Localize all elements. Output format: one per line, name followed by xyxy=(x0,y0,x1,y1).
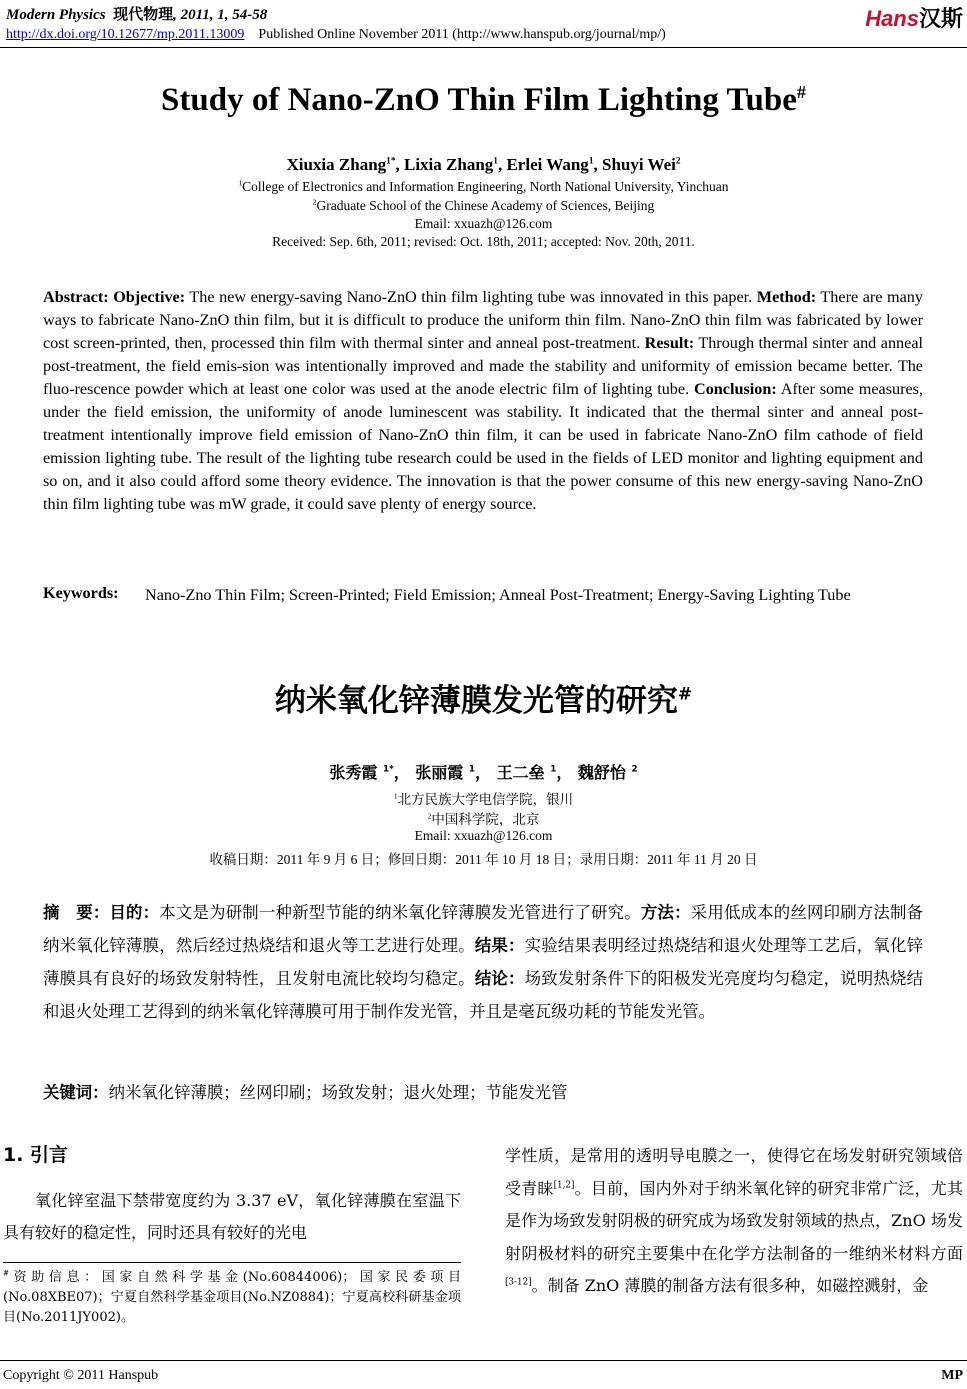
cn-author-sup: 2 xyxy=(631,764,638,775)
journal-name xyxy=(6,3,267,24)
cn-conclusion-text: 场致发射条件下的阳极发光亮度均匀稳定，说明热烧结和退火处理工艺得到的纳米氧化锌薄膜可用于制作发光管，并且是毫瓦级功耗的节能发光管。 xyxy=(43,969,924,1021)
cn-aff-sup: 1 xyxy=(393,791,398,801)
section-heading-introduction: 1. 引言 xyxy=(3,1144,69,1166)
abstract xyxy=(43,286,923,516)
journal-title: Modern Physics xyxy=(6,7,106,23)
author-name: Lixia Zhang xyxy=(404,155,494,174)
doi-link[interactable]: http://dx.doi.org/10.12677/mp.2011.13009 xyxy=(6,27,245,42)
title-mark: # xyxy=(796,82,806,102)
objective-label: Objective: xyxy=(113,288,186,306)
journal-abbr: MP xyxy=(941,1368,963,1383)
method-label: Method: xyxy=(756,288,817,306)
footnote-mark: # xyxy=(3,1268,9,1278)
copyright: Copyright © 2011 Hanspub xyxy=(3,1368,159,1383)
author-sup: 1 xyxy=(588,156,594,167)
aff-sup: 1 xyxy=(238,178,243,188)
cn-objective-text: 本文是为研制一种新型节能的纳米氧化锌薄膜发光管进行了研究。 xyxy=(159,903,641,922)
paper-title-text: Study of Nano-ZnO Thin Film Lighting Tube xyxy=(161,82,797,118)
cn-author-name: 张丽霞 xyxy=(415,763,464,782)
cn-result-text: 实验结果表明经过热烧结和退火处理等工艺后，氧化锌薄膜具有良好的场致发射特性，且发射电流比较均匀稳定。 xyxy=(43,936,924,988)
header-divider xyxy=(0,47,967,48)
cn-paper-title xyxy=(0,675,967,720)
cn-abstract xyxy=(43,896,923,1028)
doi-line xyxy=(6,27,666,43)
result-label: Result: xyxy=(644,334,695,352)
aff-sup: 2 xyxy=(312,197,317,207)
cn-result-label: 结果： xyxy=(474,936,525,955)
affiliation-1 xyxy=(0,179,967,195)
author-sup: 2 xyxy=(675,156,681,167)
hans-logo xyxy=(865,2,963,33)
author-list: Xiuxia Zhang$^{1*}$, Lixia Zhang$^1$, Erlei Wang$^1$, Shuyi Wei$^2$ xyxy=(286,155,681,174)
affiliation-2 xyxy=(0,198,967,214)
intro-text: 。目前，国内外对于纳米氧化锌的研究非常广泛，尤其是作为场致发射阴极的研究成为场致发射领域的热点，ZnO 场发射阴极材料的研究主要集中在化学方法制备的一维纳米材料方面 xyxy=(505,1178,963,1263)
logo-brand: Hans xyxy=(865,6,919,31)
intro-text: 。制备 ZnO 薄膜的制备方法有很多种，如磁控溅射，金 xyxy=(531,1276,929,1295)
footnote-divider xyxy=(3,1262,461,1263)
cn-affiliation-2 xyxy=(0,808,967,828)
cn-keywords-text: 纳米氧化锌薄膜；丝网印刷；场致发射；退火处理；节能发光管 xyxy=(108,1083,568,1102)
citation: [1,2] xyxy=(553,1180,575,1191)
keywords-text: Nano-Zno Thin Film; Screen-Printed; Field Emission; Anneal Post-Treatment; Energy-Saving Lighting Tube xyxy=(145,586,851,604)
cn-author-sup: 1* xyxy=(382,764,394,775)
conclusion-text: After some measures, under the field emission, the uniformity of anode luminescent was stability. It indicated that the thermal sinter and anneal post-treatment intentionally improve field emission of Nano-ZnO thin film, it can be used in fabricate Nano-ZnO film cathode of field emission lighting tube. The result of the lighting tube research could be used in the fields of LED monitor and lighting equipment and so on, and it also could afford some theory evidence. The innovation is that the power consume of this new energy-saving Nano-ZnO thin film lighting tube was mW grade, it could save plenty of energy source. xyxy=(43,380,924,513)
cn-method-text: 采用低成本的丝网印刷方法制备纳米氧化锌薄膜，然后经过热烧结和退火等工艺进行处理。 xyxy=(43,903,924,955)
footnote-text: 资助信息：国家自然科学基金(No.60844006)；国家民委项目(No.08XBE07)；宁夏自然科学基金项目(No.NZ0884)；宁夏高校科研基金项目(No.2011JY002)。 xyxy=(3,1270,461,1325)
cn-abstract-label: 摘 要： xyxy=(43,903,110,922)
email: Email: xxuazh@126.com xyxy=(414,216,553,231)
citation: [3-12] xyxy=(505,1277,532,1288)
result-text: Through thermal sinter and anneal post-treatment, the field emis-sion was intentionally improved and made the stability and uniformity of emission became better. The fluo-rescence powder which at least one color was used at the anode electric film of lighting tube. xyxy=(43,334,923,398)
cn-received-dates: 收稿日期：2011 年 9 月 6 日；修回日期：2011 年 10 月 18 日；录用日期：2011 年 11 月 20 日 xyxy=(209,852,758,867)
objective-text: The new energy-saving Nano-ZnO thin film lighting tube was innovated in this paper. xyxy=(189,288,753,306)
author-name: Erlei Wang xyxy=(506,155,589,174)
journal-title-cn: 现代物理 xyxy=(113,7,174,23)
logo-cn: 汉斯 xyxy=(918,6,963,31)
cn-keywords xyxy=(43,1079,568,1103)
aff-text: College of Electronics and Information Engineering, North National University, Yinchuan xyxy=(242,179,729,194)
author-name: Xiuxia Zhang xyxy=(286,155,387,174)
cn-author-sup: 1 xyxy=(550,764,557,775)
cn-author-name: 魏舒怡 xyxy=(577,763,626,782)
intro-right-column xyxy=(505,1140,963,1303)
cn-author-list: 张秀霞 $^{1*}$， 张丽霞 $^1$， 王二垒 $^1$， 魏舒怡 $^2$ xyxy=(329,763,638,782)
abstract-label: Abstract: xyxy=(43,288,109,306)
aff-text: Graduate School of the Chinese Academy of Sciences, Beijing xyxy=(316,198,655,213)
cn-conclusion-label: 结论： xyxy=(474,969,525,988)
footer-divider xyxy=(0,1360,967,1361)
keywords-label: Keywords: xyxy=(43,584,119,602)
intro-text: 学性质，是常用的透明导电膜之一，使得它在场发射研究领域倍受青睐 xyxy=(505,1146,963,1198)
cn-aff-text: 中国科学院，北京 xyxy=(431,812,540,827)
conclusion-label: Conclusion: xyxy=(694,380,777,398)
author-sup: 1 xyxy=(493,156,498,167)
cn-email: Email: xxuazh@126.com xyxy=(414,828,553,843)
cn-title-mark: # xyxy=(677,684,693,705)
funding-footnote xyxy=(3,1268,461,1328)
cn-objective-label: 目的： xyxy=(109,903,160,922)
volume-info: , 2011, 1, 54-58 xyxy=(173,7,268,23)
cn-keywords-label: 关键词： xyxy=(43,1083,109,1102)
published-online: Published Online November 2011 (http://www.hanspub.org/journal/mp/) xyxy=(258,27,666,42)
cn-aff-text: 北方民族大学电信学院，银川 xyxy=(397,792,574,807)
cn-title-text: 纳米氧化锌薄膜发光管的研究 xyxy=(274,683,678,719)
cn-affiliation-1 xyxy=(0,788,967,808)
method-text: There are many ways to fabricate Nano-ZnO thin film, but it is difficult to produce the uniform thin film. Nano-ZnO thin film was fabricated by lower cost screen-printed, then, processed thin film with thermal sinter and anneal post-treatment. xyxy=(43,288,923,352)
cn-author-name: 张秀霞 xyxy=(329,763,378,782)
cn-aff-sup: 2 xyxy=(427,811,432,821)
cn-method-label: 方法： xyxy=(640,903,691,922)
cn-author-name: 王二垒 xyxy=(496,763,545,782)
received-dates: Received: Sep. 6th, 2011; revised: Oct. 18th, 2011; accepted: Nov. 20th, 2011. xyxy=(272,234,695,249)
paper-title xyxy=(0,82,967,119)
cn-author-sup: 1 xyxy=(468,764,476,775)
author-sup: 1* xyxy=(386,156,396,167)
author-name: Shuyi Wei xyxy=(601,155,676,174)
intro-left-column: 氧化锌室温下禁带宽度约为 3.37 eV，氧化锌薄膜在室温下具有较好的稳定性，同时还具有较好的光电 xyxy=(3,1191,461,1242)
